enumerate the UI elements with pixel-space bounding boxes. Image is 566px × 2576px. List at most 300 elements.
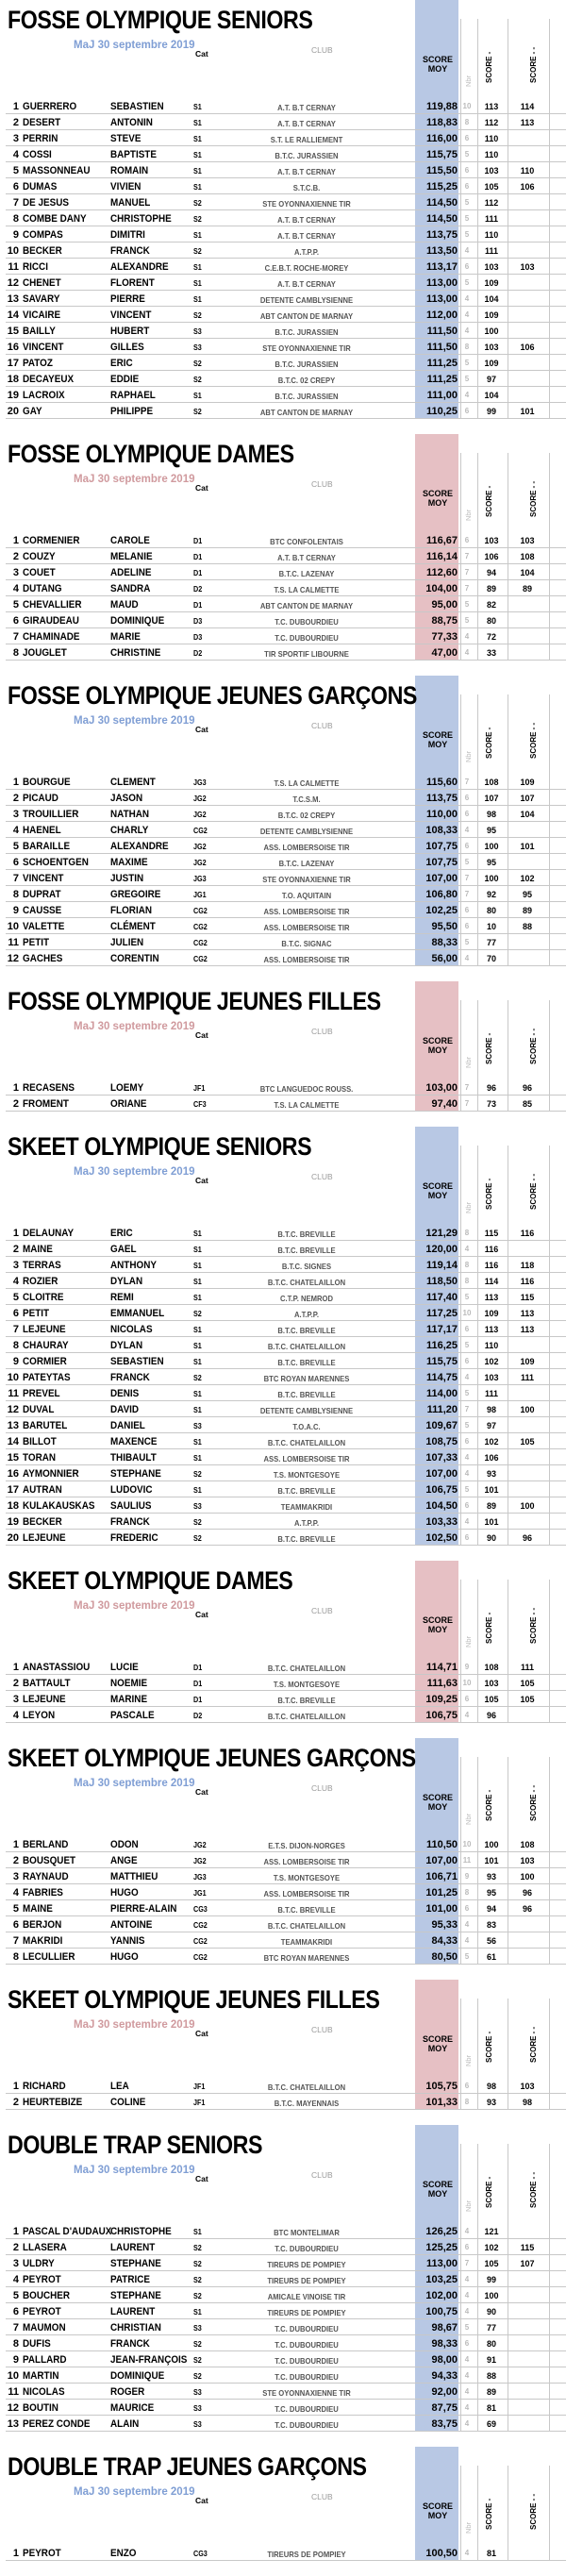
table-row xyxy=(0,1417,566,1433)
cell-first: CHARLY xyxy=(110,825,149,836)
cell-rank: 8 xyxy=(12,889,19,900)
cell-rank: 15 xyxy=(7,1452,19,1464)
cell-rank: 1 xyxy=(12,1082,19,1094)
cell-name: FABRIES xyxy=(23,1887,63,1899)
table-row xyxy=(0,838,566,854)
table-row xyxy=(0,1385,566,1401)
cell-nbr: 7 xyxy=(464,874,470,882)
cell-nbr: 4 xyxy=(464,2371,470,2380)
table-row xyxy=(0,371,566,387)
cell-rank: 2 xyxy=(12,1855,19,1866)
cell-name: ULDRY xyxy=(23,2258,55,2269)
table-row xyxy=(0,259,566,275)
header-score-1: SCORE - xyxy=(485,1178,493,1210)
table-row xyxy=(0,1305,566,1321)
cell-rank: 10 xyxy=(7,1372,19,1383)
cell-cat: S3 xyxy=(193,1422,202,1430)
cell-cat: S1 xyxy=(193,1246,202,1254)
header-club: CLUB xyxy=(311,2170,333,2180)
cell-cat: S1 xyxy=(193,392,202,400)
cell-first: DIMITRI xyxy=(110,229,145,241)
cell-nbr: 4 xyxy=(464,310,470,319)
cell-nbr: 6 xyxy=(464,1357,470,1365)
cell-rank: 14 xyxy=(7,1436,19,1447)
cell-first: DOMINIQUE xyxy=(110,615,165,627)
table-row xyxy=(0,1836,566,1852)
cell-club: C.E.B.T. ROCHE-MOREY xyxy=(264,263,349,273)
cell-club: B.T.C. CHATELAILLON xyxy=(267,1664,346,1673)
cell-nbr: 5 xyxy=(464,2323,470,2332)
cell-cat: JG2 xyxy=(193,1841,207,1849)
cell-cat: JG1 xyxy=(193,891,207,899)
cell-nbr: 4 xyxy=(464,826,470,834)
cell-rank: 18 xyxy=(7,1500,19,1512)
cell-s1: 110 xyxy=(484,230,499,240)
cell-cat: CF3 xyxy=(193,1100,207,1109)
cell-name: COUZY xyxy=(23,551,56,562)
cell-nbr: 7 xyxy=(464,1083,470,1092)
cell-club: BTC ROYAN MARENNES xyxy=(263,1374,350,1383)
cell-s1: 98 xyxy=(486,2082,496,2091)
table-row xyxy=(0,226,566,243)
cell-rank: 17 xyxy=(7,358,19,369)
cell-score: 101,33 xyxy=(425,2097,458,2108)
cell-s1: 98 xyxy=(486,1405,496,1414)
cell-cat: D2 xyxy=(193,1712,203,1720)
cell-score: 102,25 xyxy=(425,905,458,916)
table-row xyxy=(0,307,566,323)
table-row xyxy=(0,2384,566,2400)
cell-cat: S3 xyxy=(193,1502,202,1511)
cell-first: NOEMIE xyxy=(110,1678,148,1689)
cell-cat: S3 xyxy=(193,2324,202,2333)
section-header xyxy=(0,2447,566,2545)
cell-first: VINCENT xyxy=(110,309,152,321)
cell-nbr: 6 xyxy=(464,1533,470,1542)
update-date: MaJ 30 septembre 2019 xyxy=(74,2019,195,2031)
cell-score: 117,40 xyxy=(425,1292,458,1303)
cell-name: LEJEUNE xyxy=(23,1694,66,1705)
cell-cat: D1 xyxy=(193,1696,203,1704)
cell-name: MAINE xyxy=(23,1244,53,1255)
cell-club: T.C. DUBOURDIEU xyxy=(275,2244,339,2253)
section-header xyxy=(0,676,566,774)
cell-score: 107,75 xyxy=(425,841,458,852)
cell-s1: 99 xyxy=(486,407,496,416)
cell-s1: 103 xyxy=(484,1679,499,1688)
cell-s1: 100 xyxy=(484,874,499,883)
cell-score: 98,33 xyxy=(431,2338,458,2350)
cell-cat: S1 xyxy=(193,1406,202,1414)
cell-s2: 106 xyxy=(520,182,535,192)
cell-first: STEVE xyxy=(110,133,142,144)
cell-name: BOUSQUET xyxy=(23,1855,76,1866)
header-score-2: SCORE - - xyxy=(529,46,538,83)
cell-cat: S1 xyxy=(193,1326,202,1334)
table-row xyxy=(0,210,566,226)
cell-nbr: 4 xyxy=(464,1245,470,1253)
ranking-section xyxy=(0,1127,566,1561)
cell-name: DE JESUS xyxy=(23,197,69,209)
header-club: CLUB xyxy=(311,721,333,730)
cell-first: ODON xyxy=(110,1839,139,1850)
table-row xyxy=(0,243,566,259)
cell-nbr: 7 xyxy=(464,568,470,577)
cell-name: BATTAULT xyxy=(23,1678,71,1689)
cell-first: JULIEN xyxy=(110,937,144,948)
cell-name: MASSONNEAU xyxy=(23,165,91,176)
cell-first: DANIEL xyxy=(110,1420,145,1431)
cell-nbr: 4 xyxy=(464,1920,470,1929)
cell-s1: 89 xyxy=(486,2387,496,2397)
table-row xyxy=(0,2223,566,2239)
cell-score: 113,50 xyxy=(425,245,458,257)
cell-cat: D1 xyxy=(193,1664,203,1672)
cell-score: 98,67 xyxy=(431,2322,458,2333)
cell-nbr: 8 xyxy=(464,1229,470,1237)
cell-name: PALLARD xyxy=(23,2354,67,2366)
cell-s2: 88 xyxy=(522,922,532,931)
cell-club: TEAMMAKRIDI xyxy=(280,1502,333,1512)
section-title: FOSSE OLYMPIQUE JEUNES GARÇONS xyxy=(8,681,417,710)
cell-name: TORAN xyxy=(23,1452,57,1464)
cell-s1: 109 xyxy=(484,310,499,320)
cell-s1: 95 xyxy=(486,1888,496,1898)
cell-s1: 100 xyxy=(484,1840,499,1849)
cell-cat: D3 xyxy=(193,633,203,642)
cell-nbr: 7 xyxy=(464,1099,470,1108)
header-club: CLUB xyxy=(311,1606,333,1615)
cell-first: MARIE xyxy=(110,631,141,643)
cell-cat: CG2 xyxy=(193,907,208,915)
cell-first: PIERRE-ALAIN xyxy=(110,1903,177,1915)
cell-nbr: 4 xyxy=(464,632,470,641)
cell-s2: 108 xyxy=(520,1840,535,1849)
table-row xyxy=(0,2287,566,2303)
cell-club: A.T. B.T CERNAY xyxy=(277,553,336,562)
cell-cat: S2 xyxy=(193,1518,202,1527)
table-row xyxy=(0,2239,566,2255)
cell-club: TEAMMAKRIDI xyxy=(280,1937,333,1947)
cell-s1: 112 xyxy=(484,118,499,127)
section-header xyxy=(0,0,566,98)
cell-score: 108,75 xyxy=(425,1436,458,1447)
update-date: MaJ 30 septembre 2019 xyxy=(74,2165,195,2176)
cell-score: 107,75 xyxy=(425,857,458,868)
cell-club: ASS. LOMBERSOISE TIR xyxy=(263,955,350,964)
cell-name: VINCENT xyxy=(23,342,64,353)
cell-nbr: 5 xyxy=(464,600,470,609)
table-row xyxy=(0,387,566,403)
header-cat: Cat xyxy=(195,1030,208,1040)
cell-nbr: 5 xyxy=(464,616,470,625)
cell-s2: 110 xyxy=(520,166,535,176)
cell-nbr: 4 xyxy=(464,2291,470,2300)
cell-rank: 3 xyxy=(12,1871,19,1882)
table-row xyxy=(0,1932,566,1949)
cell-name: BECKER xyxy=(23,1516,62,1528)
table-row xyxy=(0,1707,566,1723)
cell-name: PATOZ xyxy=(23,358,53,369)
cell-name: BECKER xyxy=(23,245,62,257)
row-divider xyxy=(6,2560,566,2561)
cell-first: STEPHANE xyxy=(110,2290,161,2301)
cell-s2: 104 xyxy=(520,568,535,577)
cell-nbr: 6 xyxy=(464,1437,470,1446)
cell-score: 104,50 xyxy=(425,1500,458,1512)
cell-s1: 110 xyxy=(484,150,499,159)
cell-s2: 103 xyxy=(520,2082,535,2091)
cell-nbr: 5 xyxy=(464,1341,470,1349)
cell-cat: S1 xyxy=(193,119,202,127)
cell-first: JASON xyxy=(110,793,143,804)
cell-cat: S2 xyxy=(193,1470,202,1479)
cell-score: 109,25 xyxy=(425,1694,458,1705)
cell-name: BOUCHER xyxy=(23,2290,71,2301)
cell-score: 88,75 xyxy=(431,615,458,627)
cell-name: MAUMON xyxy=(23,2322,66,2333)
cell-cat: S1 xyxy=(193,1358,202,1366)
cell-first: CHRISTIAN xyxy=(110,2322,161,2333)
table-row xyxy=(0,1337,566,1353)
section-title: FOSSE OLYMPIQUE SENIORS xyxy=(8,6,313,34)
cell-nbr: 5 xyxy=(464,359,470,367)
cell-rank: 7 xyxy=(12,873,19,884)
cell-first: ORIANE xyxy=(110,1098,147,1110)
header-nbr: Nbr xyxy=(464,750,473,762)
header-nbr: Nbr xyxy=(464,2200,473,2212)
table-row xyxy=(0,950,566,966)
cell-s1: 92 xyxy=(486,890,496,899)
cell-s2: 111 xyxy=(520,1663,535,1672)
cell-score: 111,50 xyxy=(426,326,458,337)
header-score-moy: SCORE MOY xyxy=(422,2034,453,2053)
cell-nbr: 5 xyxy=(464,375,470,383)
cell-score: 111,25 xyxy=(426,358,458,369)
header-score-1: SCORE - xyxy=(485,51,493,83)
cell-name: COSSI xyxy=(23,149,52,160)
cell-first: ERIC xyxy=(110,1228,133,1239)
header-club: CLUB xyxy=(311,1027,333,1036)
cell-rank: 16 xyxy=(7,1468,19,1480)
cell-s2: 101 xyxy=(520,842,535,851)
header-club: CLUB xyxy=(311,2025,333,2034)
header-score-1: SCORE - xyxy=(485,485,493,517)
cell-cat: S1 xyxy=(193,1278,202,1286)
cell-name: CAUSSE xyxy=(23,905,62,916)
cell-score: 116,67 xyxy=(425,535,458,546)
header-score-2: SCORE - - xyxy=(529,1173,538,1210)
cell-first: LEA xyxy=(110,2081,129,2092)
table-row xyxy=(0,2545,566,2561)
cell-club: B.T.C. 02 CREPY xyxy=(277,376,336,385)
cell-score: 107,00 xyxy=(425,1468,458,1480)
table-row xyxy=(0,2255,566,2271)
cell-rank: 20 xyxy=(7,406,19,417)
cell-name: COMBE DANY xyxy=(23,213,87,225)
cell-score: 113,00 xyxy=(425,293,458,305)
cell-cat: S1 xyxy=(193,1229,202,1238)
cell-score: 115,75 xyxy=(425,149,458,160)
cell-first: LUDOVIC xyxy=(110,1484,153,1496)
cell-s2: 102 xyxy=(520,874,535,883)
cell-rank: 5 xyxy=(12,599,19,611)
cell-club: B.T.C. CHATELAILLON xyxy=(267,1712,346,1721)
cell-cat: S2 xyxy=(193,2372,202,2381)
cell-s2: 98 xyxy=(522,2098,532,2107)
cell-club: T.S. LA CALMETTE xyxy=(274,1100,340,1110)
cell-club: B.T.C. SIGNAC xyxy=(281,939,332,948)
table-row xyxy=(0,1691,566,1707)
cell-cat: S3 xyxy=(193,327,202,336)
cell-s1: 33 xyxy=(486,648,496,658)
cell-s1: 101 xyxy=(484,1485,499,1495)
cell-nbr: 5 xyxy=(464,278,470,287)
table-row xyxy=(0,146,566,162)
cell-cat: D1 xyxy=(193,601,203,610)
cell-score: 115,50 xyxy=(425,165,458,176)
cell-rank: 2 xyxy=(12,2097,19,2108)
ranking-section xyxy=(0,981,566,1127)
cell-cat: S2 xyxy=(193,1310,202,1318)
cell-s1: 103 xyxy=(484,1373,499,1382)
cell-club: ASS. LOMBERSOISE TIR xyxy=(263,843,350,852)
cell-club: A.T. B.T CERNAY xyxy=(277,215,336,225)
table-row xyxy=(0,548,566,564)
cell-nbr: 4 xyxy=(464,246,470,255)
cell-nbr: 4 xyxy=(464,954,470,962)
header-score-2: SCORE - - xyxy=(529,722,538,759)
cell-s2: 96 xyxy=(522,1533,532,1543)
header-score-1: SCORE - xyxy=(485,1612,493,1644)
cell-s2: 118 xyxy=(520,1261,535,1270)
cell-first: HUGO xyxy=(110,1887,139,1899)
cell-club: TIREURS DE POMPIEY xyxy=(267,2276,346,2285)
cell-cat: JG1 xyxy=(193,1889,207,1898)
cell-rank: 17 xyxy=(7,1484,19,1496)
cell-s1: 104 xyxy=(484,294,499,304)
cell-score: 116,00 xyxy=(425,133,458,144)
header-score-moy: SCORE MOY xyxy=(422,1036,453,1055)
cell-club: B.T.C. CHATELAILLON xyxy=(267,1342,346,1351)
cell-rank: 9 xyxy=(12,229,19,241)
cell-cat: S1 xyxy=(193,103,202,111)
cell-first: JUSTIN xyxy=(110,873,144,884)
cell-cat: CG3 xyxy=(193,2550,208,2558)
cell-rank: 5 xyxy=(12,1292,19,1303)
header-score-1: SCORE - xyxy=(485,2031,493,2063)
cell-first: DAVID xyxy=(110,1404,140,1415)
cell-cat: D1 xyxy=(193,569,203,577)
cell-s1: 103 xyxy=(484,536,499,545)
cell-cat: CG2 xyxy=(193,1921,208,1930)
table-row xyxy=(0,2351,566,2367)
cell-cat: JF1 xyxy=(193,2083,206,2091)
cell-first: CLEMENT xyxy=(110,777,156,788)
cell-club: ASS. LOMBERSOISE TIR xyxy=(263,923,350,932)
cell-nbr: 5 xyxy=(464,1952,470,1961)
cell-rank: 3 xyxy=(12,809,19,820)
table-row xyxy=(0,194,566,210)
cell-nbr: 9 xyxy=(464,1663,470,1671)
cell-name: CHAURAY xyxy=(23,1340,69,1351)
cell-s1: 89 xyxy=(486,1501,496,1511)
cell-s1: 90 xyxy=(486,2307,496,2317)
section-title: SKEET OLYMPIQUE DAMES xyxy=(8,1566,293,1595)
cell-name: MARTIN xyxy=(23,2370,59,2382)
cell-cat: JF1 xyxy=(193,1084,206,1093)
section-header xyxy=(0,434,566,532)
cell-nbr: 4 xyxy=(464,2403,470,2412)
cell-nbr: 6 xyxy=(464,922,470,930)
cell-score: 118,83 xyxy=(425,117,458,128)
header-nbr: Nbr xyxy=(464,75,473,87)
cell-rank: 12 xyxy=(7,277,19,289)
cell-name: CHENET xyxy=(23,277,61,289)
cell-club: BTC ROYAN MARENNES xyxy=(263,1953,350,1963)
cell-s1: 61 xyxy=(486,1952,496,1962)
cell-rank: 7 xyxy=(12,1935,19,1947)
cell-s1: 77 xyxy=(486,938,496,947)
cell-cat: S3 xyxy=(193,343,202,352)
cell-name: PEYROT xyxy=(23,2306,61,2317)
cell-name: DUFIS xyxy=(23,2338,51,2350)
cell-score: 101,00 xyxy=(425,1903,458,1915)
cell-s1: 108 xyxy=(484,778,499,787)
cell-name: DUVAL xyxy=(23,1404,55,1415)
cell-rank: 11 xyxy=(8,2386,19,2398)
cell-score: 119,14 xyxy=(425,1260,458,1271)
cell-s2: 107 xyxy=(520,794,535,803)
cell-rank: 7 xyxy=(12,2322,19,2333)
cell-rank: 13 xyxy=(7,293,19,305)
cell-s2: 96 xyxy=(522,1083,532,1093)
cell-first: ANTOINE xyxy=(110,1919,153,1931)
cell-s1: 96 xyxy=(486,1711,496,1720)
cell-name: COMPAS xyxy=(23,229,63,241)
header-cat: Cat xyxy=(195,2174,208,2183)
cell-s1: 83 xyxy=(486,1920,496,1930)
table-row xyxy=(0,2271,566,2287)
cell-rank: 5 xyxy=(12,1903,19,1915)
cell-name: BERLAND xyxy=(23,1839,69,1850)
header-cat: Cat xyxy=(195,483,208,493)
cell-rank: 8 xyxy=(12,2338,19,2350)
cell-cat: D2 xyxy=(193,649,203,658)
cell-rank: 2 xyxy=(12,1098,19,1110)
update-date: MaJ 30 septembre 2019 xyxy=(74,1600,195,1612)
cell-rank: 1 xyxy=(12,2548,19,2559)
cell-name: GACHES xyxy=(23,953,63,964)
cell-nbr: 6 xyxy=(464,536,470,544)
cell-rank: 4 xyxy=(12,1276,19,1287)
cell-s2: 108 xyxy=(520,552,535,561)
table-row xyxy=(0,355,566,371)
header-score-2: SCORE - - xyxy=(529,480,538,517)
table-row xyxy=(0,1884,566,1900)
cell-club: E.T.S. DIJON-NORGES xyxy=(268,1841,345,1850)
cell-club: B.T.C. BREVILLE xyxy=(277,1486,336,1496)
cell-cat: S3 xyxy=(193,2404,202,2413)
cell-s2: 105 xyxy=(520,1437,535,1447)
cell-cat: S1 xyxy=(193,1294,202,1302)
cell-cat: S2 xyxy=(193,215,202,224)
cell-score: 108,33 xyxy=(425,825,458,836)
header-score-moy: SCORE MOY xyxy=(422,1181,453,1200)
cell-s1: 106 xyxy=(484,1453,499,1463)
cell-rank: 11 xyxy=(8,1388,19,1399)
cell-cat: S2 xyxy=(193,311,202,320)
